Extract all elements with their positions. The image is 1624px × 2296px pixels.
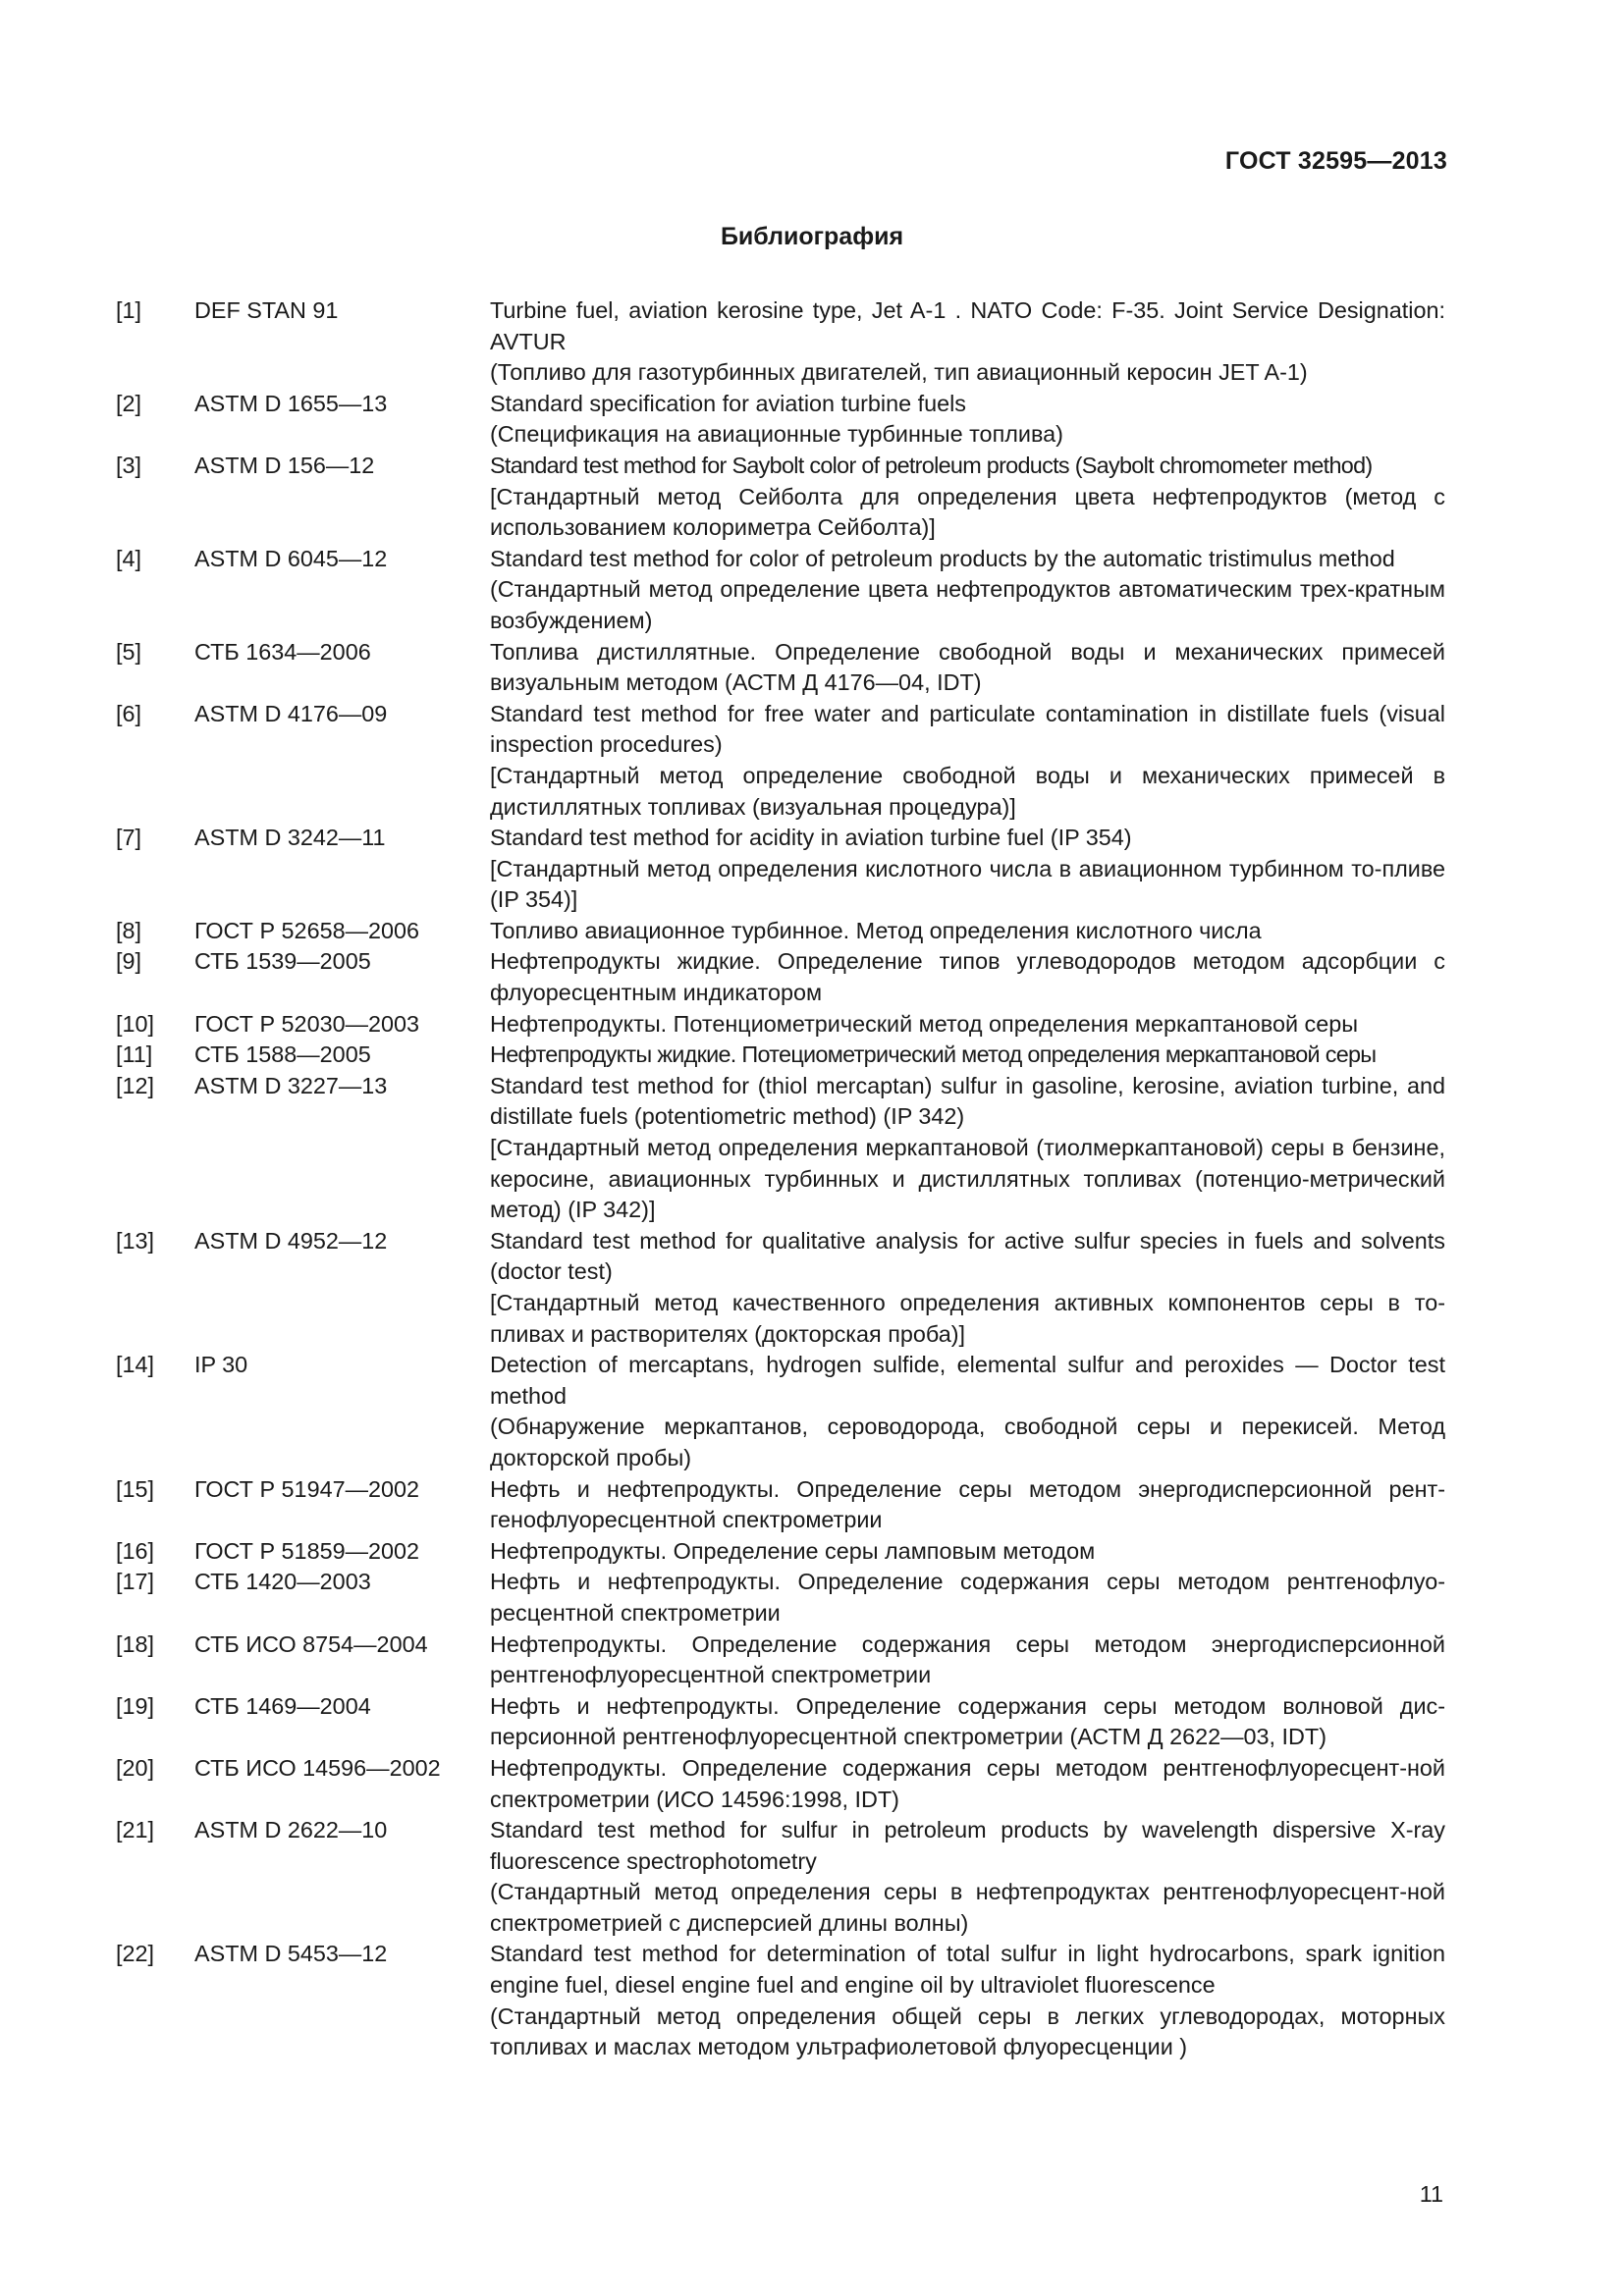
entry-text: (Топливо для газотурбинных двигателей, тип авиационный керосин JET A-1): [490, 359, 1308, 386]
entry-code: СТБ 1539—2005: [194, 948, 371, 975]
entry-text: Нефть и нефтепродукты. Определение содержания серы методом волновой дис-персионной рентгенофлуоресцентной спектрометрии (АСТМ Д 2622—03, IDT): [490, 1692, 1445, 1750]
entry-number: [9]: [116, 948, 142, 975]
entry-number: [14]: [116, 1352, 155, 1378]
entry-number: [6]: [116, 700, 142, 726]
bibliography-entry: [116, 699, 1445, 823]
entry-text: Standard test method for Saybolt color of petroleum products (Saybolt chromometer method): [490, 452, 1373, 478]
entry-code: ASTM D 1655—13: [194, 390, 388, 416]
entry-text: (Стандартный метод определение цвета нефтепродуктов автоматическим трех-кратным возбуждением): [490, 576, 1445, 633]
entry-number: [11]: [116, 1041, 153, 1068]
entry-text: Нефтепродукты жидкие. Определение типов углеводородов методом адсорбции с флуоресцентным индикатором: [490, 948, 1445, 1006]
entry-text: Нефть и нефтепродукты. Определение содержания серы методом рентгенофлуо-ресцентной спектрометрии: [490, 1569, 1445, 1626]
bibliography-list: [116, 295, 1445, 2063]
entry-description: [490, 1815, 1445, 1939]
entry-number: [18]: [116, 1630, 155, 1657]
entry-description: [490, 1691, 1445, 1753]
entry-code: IP 30: [194, 1352, 248, 1378]
entry-description: [490, 1536, 1445, 1568]
entry-text: [Стандартный метод определения кислотного числа в авиационном турбинном то-пливе (IP 354)]: [490, 855, 1445, 913]
entry-text: [Стандартный метод Сейболта для определения цвета нефтепродуктов (метод с использованием колориметра Сейболта)]: [490, 483, 1445, 541]
bibliography-entry: [116, 1071, 1445, 1226]
entry-number: [2]: [116, 390, 142, 416]
entry-description: [490, 1629, 1445, 1691]
entry-text: (Стандартный метод определения общей серы в легких углеводородах, моторных топливах и маслах методом ультрафиолетовой флуоресценции ): [490, 2002, 1445, 2060]
entry-text: Нефтепродукты жидкие. Потециометрический метод определения меркаптановой серы: [490, 1041, 1377, 1068]
bibliography-entry: [116, 295, 1445, 389]
entry-description: [490, 544, 1445, 637]
entry-description: [490, 1474, 1445, 1536]
entry-text: Нефтепродукты. Определение серы ламповым методом: [490, 1537, 1096, 1564]
entry-number: [20]: [116, 1754, 155, 1781]
entry-code: ASTM D 2622—10: [194, 1817, 388, 1843]
entry-text: Нефтепродукты. Потенциометрический метод определения меркаптановой серы: [490, 1010, 1359, 1037]
page-number: 11: [1419, 2181, 1443, 2207]
entry-text: Standard test method for color of petroleum products by the automatic tristimulus method: [490, 545, 1395, 571]
bibliography-entry: [116, 1753, 1445, 1815]
entry-text: Standard test method for sulfur in petroleum products by wavelength dispersive X-ray fluorescence spectrophotometry: [490, 1817, 1445, 1874]
entry-description: [490, 1939, 1445, 2062]
entry-description: [490, 389, 1445, 451]
bibliography-entry: [116, 1815, 1445, 1939]
entry-text: Standard test method for free water and particulate contamination in distillate fuels (visual inspection procedures): [490, 700, 1445, 758]
entry-code: СТБ 1634—2006: [194, 638, 371, 665]
entry-number: [16]: [116, 1537, 155, 1564]
entry-number: [4]: [116, 545, 142, 571]
entry-number: [10]: [116, 1010, 155, 1037]
entry-code: ASTM D 6045—12: [194, 545, 388, 571]
bibliography-entry: [116, 1567, 1445, 1629]
entry-text: Standard test method for (thiol mercaptan) sulfur in gasoline, kerosine, aviation turbine, and distillate fuels (potentiometric method) (IP 342): [490, 1072, 1445, 1130]
entry-code: ASTM D 3242—11: [194, 825, 386, 851]
bibliography-entry: [116, 823, 1445, 916]
entry-number: [3]: [116, 452, 142, 478]
entry-code: DEF STAN 91: [194, 297, 339, 323]
entry-code: ГОСТ Р 52030—2003: [194, 1010, 420, 1037]
bibliography-entry: [116, 1226, 1445, 1350]
entry-text: Standard test method for qualitative analysis for active sulfur species in fuels and solvents (doctor test): [490, 1227, 1445, 1285]
entry-description: [490, 823, 1445, 916]
entry-code: СТБ ИСО 14596—2002: [194, 1754, 441, 1781]
entry-text: (Спецификация на авиационные турбинные топлива): [490, 421, 1063, 448]
entry-description: [490, 1040, 1445, 1071]
entry-description: [490, 916, 1445, 947]
bibliography-entry: [116, 1939, 1445, 2062]
entry-description: [490, 1226, 1445, 1350]
bibliography-entry: [116, 1536, 1445, 1568]
entry-code: ASTM D 156—12: [194, 452, 375, 478]
entry-number: [13]: [116, 1227, 155, 1254]
entry-code: СТБ 1420—2003: [194, 1569, 371, 1595]
bibliography-entry: [116, 1040, 1445, 1071]
entry-description: [490, 637, 1445, 699]
bibliography-entry: [116, 1474, 1445, 1536]
bibliography-entry: [116, 1629, 1445, 1691]
entry-text: (Обнаружение меркаптанов, сероводорода, свободной серы и перекисей. Метод докторской пробы): [490, 1414, 1445, 1470]
entry-text: Standard specification for aviation turbine fuels: [490, 390, 966, 416]
entry-code: СТБ 1469—2004: [194, 1692, 371, 1719]
entry-text: Turbine fuel, aviation kerosine type, Jet A-1 . NATO Code: F-35. Joint Service Designation: AVTUR: [490, 297, 1445, 354]
entry-code: ASTM D 5453—12: [194, 1941, 388, 1967]
entry-description: [490, 295, 1445, 389]
entry-text: Standard test method for determination of total sulfur in light hydrocarbons, spark ignition engine fuel, diesel engine fuel and engine oil by ultraviolet fluorescence: [490, 1941, 1445, 1999]
entry-text: Топлива дистиллятные. Определение свободной воды и механических примесей визуальным методом (АСТМ Д 4176—04, IDT): [490, 638, 1445, 696]
entry-code: ASTM D 4952—12: [194, 1227, 388, 1254]
entry-text: Топливо авиационное турбинное. Метод определения кислотного числа: [490, 917, 1262, 943]
entry-number: [12]: [116, 1072, 155, 1098]
bibliography-entry: [116, 1691, 1445, 1753]
entry-description: [490, 451, 1445, 544]
entry-text: (Стандартный метод определения серы в нефтепродуктах рентгенофлуоресцент-ной спектрометрией с дисперсией длины волны): [490, 1879, 1445, 1936]
entry-text: Нефтепродукты. Определение содержания серы методом энергодисперсионной рентгенофлуоресцентной спектрометрии: [490, 1630, 1445, 1688]
entry-code: ГОСТ Р 51947—2002: [194, 1475, 420, 1502]
entry-number: [21]: [116, 1817, 155, 1843]
entry-code: ASTM D 3227—13: [194, 1072, 388, 1098]
entry-number: [5]: [116, 638, 142, 665]
bibliography-entry: [116, 946, 1445, 1008]
bibliography-entry: [116, 544, 1445, 637]
entry-number: [8]: [116, 917, 142, 943]
bibliography-entry: [116, 1009, 1445, 1041]
bibliography-entry: [116, 389, 1445, 451]
bibliography-entry: [116, 916, 1445, 947]
entry-description: [490, 1071, 1445, 1226]
entry-text: Нефтепродукты. Определение содержания серы методом рентгенофлуоресцент-ной спектрометрии (ИСО 14596:1998, IDT): [490, 1754, 1445, 1812]
entry-description: [490, 946, 1445, 1008]
bibliography-entry: [116, 637, 1445, 699]
entry-code: ГОСТ Р 51859—2002: [194, 1537, 420, 1564]
entry-text: [Стандартный метод качественного определения активных компонентов серы в то-пливах и растворителях (докторская проба)]: [490, 1290, 1445, 1347]
entry-text: Detection of mercaptans, hydrogen sulfide, elemental sulfur and peroxides — Doctor test method: [490, 1352, 1445, 1409]
entry-number: [1]: [116, 297, 142, 323]
bibliography-entry: [116, 451, 1445, 544]
entry-code: СТБ ИСО 8754—2004: [194, 1630, 428, 1657]
entry-description: [490, 1753, 1445, 1815]
entry-number: [7]: [116, 825, 142, 851]
entry-text: Standard test method for acidity in aviation turbine fuel (IP 354): [490, 825, 1132, 851]
entry-code: ГОСТ Р 52658—2006: [194, 917, 420, 943]
entry-description: [490, 1567, 1445, 1629]
entry-description: [490, 699, 1445, 823]
bibliography-entry: [116, 1350, 1445, 1473]
entry-number: [17]: [116, 1569, 155, 1595]
entry-number: [15]: [116, 1475, 155, 1502]
document-header: ГОСТ 32595—2013: [1224, 147, 1447, 175]
entry-number: [19]: [116, 1692, 155, 1719]
entry-text: [Стандартный метод определение свободной воды и механических примесей в дистиллятных топливах (визуальная процедура)]: [490, 762, 1445, 820]
entry-text: Нефть и нефтепродукты. Определение серы методом энергодисперсионной рент-генофлуоресцентной спектрометрии: [490, 1475, 1445, 1533]
entry-code: СТБ 1588—2005: [194, 1041, 371, 1068]
entry-text: [Стандартный метод определения меркаптановой (тиолмеркаптановой) серы в бензине, керосине, авиационных турбинных и дистиллятных топливах (потенцио-метрический метод) (IP 342)]: [490, 1135, 1445, 1223]
entry-description: [490, 1350, 1445, 1473]
page-title: Библиография: [720, 223, 904, 250]
entry-description: [490, 1009, 1445, 1041]
entry-code: ASTM D 4176—09: [194, 700, 388, 726]
entry-number: [22]: [116, 1941, 155, 1967]
